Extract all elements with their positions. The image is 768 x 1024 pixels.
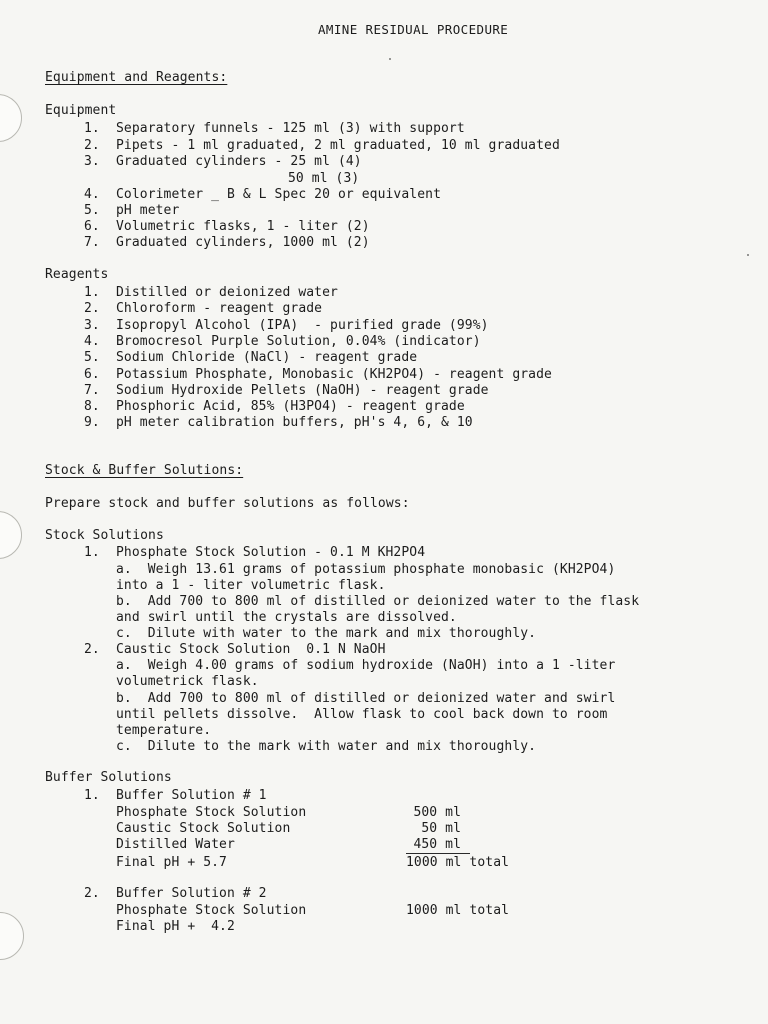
- sum-rule: [406, 853, 470, 854]
- reagent-item-text: Distilled or deionized water: [116, 285, 338, 300]
- equipment-reagents-heading: Equipment and Reagents:: [45, 70, 228, 85]
- stock-step-text: volumetrick flask.: [116, 674, 259, 689]
- stock-step-text: into a 1 - liter volumetric flask.: [116, 578, 386, 593]
- buffer-number: 1.: [84, 788, 100, 803]
- stock-solution-number: 1.: [84, 545, 100, 560]
- stock-solutions-heading: Stock Solutions: [45, 528, 164, 543]
- buffer-ingredient-amount: 500 ml: [413, 805, 461, 820]
- equipment-item-text: Pipets - 1 ml graduated, 2 ml graduated, 10 ml graduated: [116, 138, 560, 153]
- reagent-item-number: 9.: [84, 415, 100, 430]
- buffer-total: 1000 ml total: [406, 855, 510, 870]
- buffer-ingredient-amount: 50 ml: [421, 821, 461, 836]
- equipment-item-text: Separatory funnels - 125 ml (3) with support: [116, 121, 465, 136]
- equipment-item-text: pH meter: [116, 203, 180, 218]
- reagent-item-text: pH meter calibration buffers, pH's 4, 6, & 10: [116, 415, 473, 430]
- buffer-ingredient-name: Distilled Water: [116, 837, 235, 852]
- scan-speck: [747, 254, 749, 256]
- buffer-number: 2.: [84, 886, 100, 901]
- reagent-item-number: 1.: [84, 285, 100, 300]
- reagent-item-number: 5.: [84, 350, 100, 365]
- equipment-item-number: 1.: [84, 121, 100, 136]
- punch-hole-bottom: [0, 912, 24, 960]
- reagent-item-text: Sodium Hydroxide Pellets (NaOH) - reagent grade: [116, 383, 489, 398]
- equipment-item-number: 7.: [84, 235, 100, 250]
- buffer-solutions-heading: Buffer Solutions: [45, 770, 172, 785]
- reagent-item-text: Isopropyl Alcohol (IPA) - purified grade (99%): [116, 318, 489, 333]
- stock-step-text: until pellets dissolve. Allow flask to cool back down to room: [116, 707, 608, 722]
- equipment-item-text: Volumetric flasks, 1 - liter (2): [116, 219, 370, 234]
- equipment-item-number: 6.: [84, 219, 100, 234]
- reagent-item-number: 7.: [84, 383, 100, 398]
- buffer-ingredient-name: Phosphate Stock Solution: [116, 805, 307, 820]
- stock-step-text: c. Dilute to the mark with water and mix thoroughly.: [116, 739, 537, 754]
- reagent-item-text: Bromocresol Purple Solution, 0.04% (indicator): [116, 334, 481, 349]
- punch-hole-middle: [0, 511, 22, 559]
- stock-solution-title: Phosphate Stock Solution - 0.1 M KH2PO4: [116, 545, 426, 560]
- punch-hole-top: [0, 94, 22, 142]
- equipment-item-text: 50 ml (3): [288, 171, 360, 186]
- reagent-item-number: 2.: [84, 301, 100, 316]
- stock-step-text: temperature.: [116, 723, 212, 738]
- stock-step-text: a. Weigh 13.61 grams of potassium phosphate monobasic (KH2PO4): [116, 562, 616, 577]
- reagent-item-number: 4.: [84, 334, 100, 349]
- stock-step-text: b. Add 700 to 800 ml of distilled or deionized water to the flask: [116, 594, 640, 609]
- equipment-item-text: Graduated cylinders - 25 ml (4): [116, 154, 362, 169]
- stock-step-text: and swirl until the crystals are dissolved.: [116, 610, 457, 625]
- buffer-title: Buffer Solution # 1: [116, 788, 267, 803]
- equipment-item-number: 2.: [84, 138, 100, 153]
- equipment-item-number: 5.: [84, 203, 100, 218]
- scan-speck: [389, 58, 391, 60]
- buffer-ingredient-amount: 450 ml: [413, 837, 461, 852]
- equipment-item-text: Graduated cylinders, 1000 ml (2): [116, 235, 370, 250]
- buffer-ingredient-name: Phosphate Stock Solution: [116, 903, 307, 918]
- buffer-ingredient-amount: 1000 ml total: [406, 903, 510, 918]
- stock-solution-number: 2.: [84, 642, 100, 657]
- equipment-heading: Equipment: [45, 103, 117, 118]
- buffer-ingredient-name: Caustic Stock Solution: [116, 821, 291, 836]
- reagent-item-text: Sodium Chloride (NaCl) - reagent grade: [116, 350, 418, 365]
- stock-step-text: b. Add 700 to 800 ml of distilled or deionized water and swirl: [116, 691, 616, 706]
- buffer-title: Buffer Solution # 2: [116, 886, 267, 901]
- reagents-heading: Reagents: [45, 267, 109, 282]
- reagent-item-number: 6.: [84, 367, 100, 382]
- prepare-instruction: Prepare stock and buffer solutions as follows:: [45, 496, 410, 511]
- equipment-item-text: Colorimeter _ B & L Spec 20 or equivalent: [116, 187, 441, 202]
- reagent-item-text: Phosphoric Acid, 85% (H3PO4) - reagent grade: [116, 399, 465, 414]
- equipment-item-number: 3.: [84, 154, 100, 169]
- reagent-item-number: 8.: [84, 399, 100, 414]
- equipment-item-number: 4.: [84, 187, 100, 202]
- reagent-item-number: 3.: [84, 318, 100, 333]
- buffer-final-ph: Final pH + 5.7: [116, 855, 227, 870]
- document-title: AMINE RESIDUAL PROCEDURE: [318, 22, 509, 37]
- reagent-item-text: Chloroform - reagent grade: [116, 301, 323, 316]
- stock-buffer-heading: Stock & Buffer Solutions:: [45, 463, 244, 478]
- buffer-final-ph: Final pH + 4.2: [116, 919, 235, 934]
- stock-step-text: c. Dilute with water to the mark and mix thoroughly.: [116, 626, 537, 641]
- stock-solution-title: Caustic Stock Solution 0.1 N NaOH: [116, 642, 386, 657]
- stock-step-text: a. Weigh 4.00 grams of sodium hydroxide (NaOH) into a 1 -liter: [116, 658, 616, 673]
- reagent-item-text: Potassium Phosphate, Monobasic (KH2PO4) - reagent grade: [116, 367, 552, 382]
